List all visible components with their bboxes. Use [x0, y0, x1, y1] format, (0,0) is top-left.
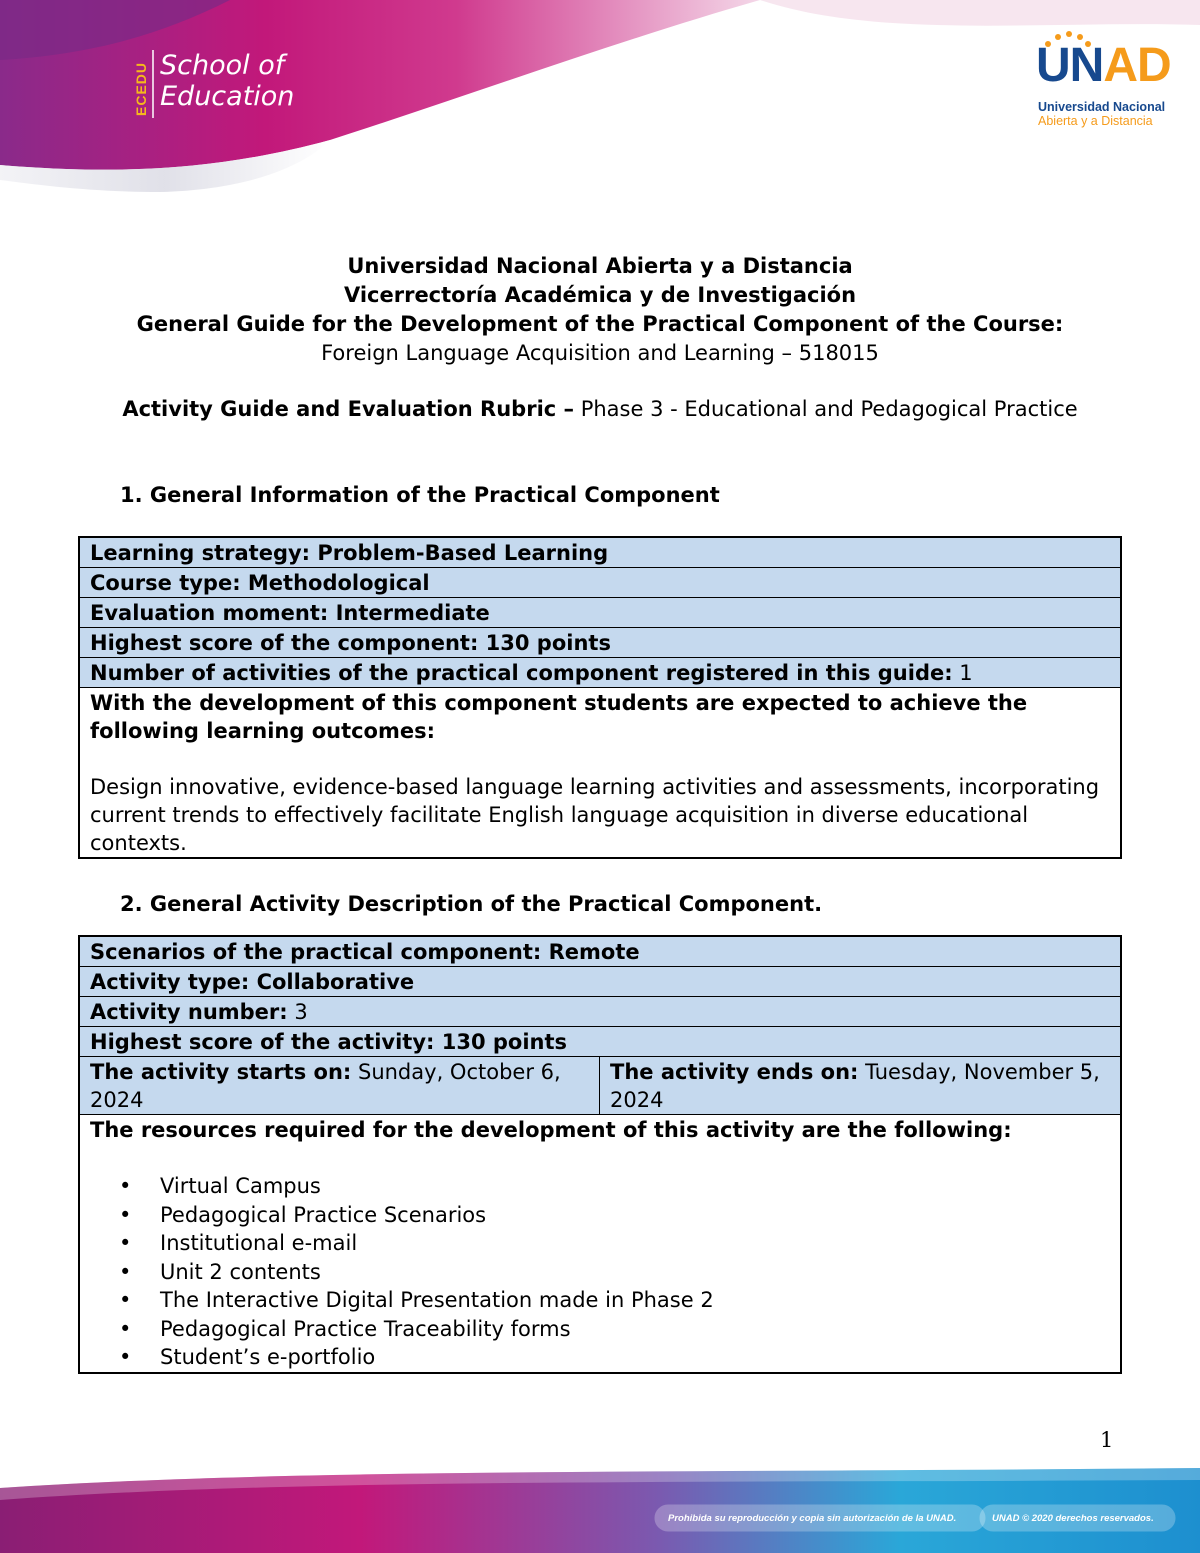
list-item: • The Interactive Digital Presentation made in Phase 2 — [160, 1286, 1110, 1315]
resources-list — [90, 1172, 1110, 1372]
section-2-heading: 2. General Activity Description of the Practical Component. — [120, 892, 823, 916]
row-number-of-activities — [80, 658, 1120, 688]
scenarios-text: Scenarios of the practical component: Remote — [90, 940, 640, 964]
row-highest-score-component — [80, 628, 1120, 658]
svg-text:ECEDU: ECEDU — [133, 61, 149, 116]
title-university: Universidad Nacional Abierta y a Distancia — [347, 254, 853, 278]
row-scenarios — [80, 937, 1120, 967]
course-type-text: Course type: Methodological — [90, 571, 430, 595]
number-of-activities-label: Number of activities of the practical component registered in this guide: — [90, 661, 953, 685]
evaluation-moment-text: Evaluation moment: Intermediate — [90, 601, 490, 625]
row-learning-outcomes — [80, 688, 1120, 857]
activity-start-value: Sunday, October 6, 2024 — [90, 1060, 561, 1112]
section-1-heading: 1. General Information of the Practical Component — [120, 483, 720, 507]
activity-end-label: The activity ends on: — [610, 1060, 859, 1084]
title-course: Foreign Language Acquisition and Learning – 518015 — [321, 341, 879, 365]
activity-start-label: The activity starts on: — [90, 1060, 352, 1084]
highest-score-component-text: Highest score of the component: 130 points — [90, 631, 611, 655]
list-item: • Student’s e-portfolio — [160, 1343, 1110, 1372]
unad-wordmark — [1036, 38, 1171, 94]
school-of-education-logo — [160, 50, 294, 112]
activity-type-text: Activity type: Collaborative — [90, 970, 415, 994]
ecedu-vertical-label — [132, 50, 154, 118]
row-course-type — [80, 568, 1120, 598]
page-number: 1 — [1100, 1428, 1114, 1452]
row-activity-dates — [80, 1057, 1120, 1115]
unad-subtitle-1: Universidad Nacional — [1038, 100, 1166, 114]
row-evaluation-moment — [80, 598, 1120, 628]
title-general-guide: General Guide for the Development of the Practical Component of the Course: — [136, 312, 1064, 336]
learning-outcomes-text: Design innovative, evidence-based language learning activities and assessments, incorporating current trends to effectively facilitate English language acquisition in diverse educational contexts. — [90, 775, 1100, 855]
footer-copyright: UNAD © 2020 derechos reservados. — [992, 1513, 1154, 1524]
list-item: • Unit 2 contents — [160, 1258, 1110, 1287]
activity-description-table — [78, 935, 1122, 1374]
activity-end-cell — [600, 1057, 1120, 1114]
row-learning-strategy — [80, 538, 1120, 568]
row-highest-score-activity — [80, 1027, 1120, 1057]
title-vicerrectoria: Vicerrectoría Académica y de Investigación — [343, 283, 857, 307]
list-item: • Virtual Campus — [160, 1172, 1110, 1201]
row-resources — [80, 1115, 1120, 1372]
activity-guide-title — [100, 394, 1100, 424]
activity-guide-label: Activity Guide and Evaluation Rubric – — [122, 397, 575, 421]
school-line-1: School of — [160, 50, 285, 81]
row-activity-number — [80, 997, 1120, 1027]
highest-score-activity-text: Highest score of the activity: 130 points — [90, 1030, 568, 1054]
unad-subtitle-2: Abierta y a Distancia — [1038, 114, 1153, 128]
resources-heading: The resources required for the development of this activity are the following: — [90, 1118, 1012, 1142]
list-item: • Institutional e-mail — [160, 1229, 1110, 1258]
activity-number-value: 3 — [287, 1000, 308, 1024]
list-item: • Pedagogical Practice Traceability forms — [160, 1315, 1110, 1344]
footer-banner — [0, 1468, 1200, 1553]
learning-strategy-text: Learning strategy: Problem-Based Learning — [90, 541, 609, 565]
school-line-2: Education — [160, 81, 295, 112]
general-information-table — [78, 536, 1122, 859]
learning-outcomes-heading: With the development of this component students are expected to achieve the following learning outcomes: — [90, 691, 1028, 743]
activity-number-label: Activity number: — [90, 1000, 288, 1024]
number-of-activities-value: 1 — [952, 661, 973, 685]
activity-guide-value: Phase 3 - Educational and Pedagogical Practice — [574, 397, 1078, 421]
footer-notice: Prohibida su reproducción y copia sin autorización de la UNAD. — [668, 1513, 957, 1524]
activity-end-value: Tuesday, November 5, 2024 — [610, 1060, 1100, 1112]
unad-ad: AD — [1103, 39, 1171, 92]
activity-start-cell — [80, 1057, 600, 1114]
document-title — [60, 252, 1140, 368]
list-item: • Pedagogical Practice Scenarios — [160, 1201, 1110, 1230]
unad-un: UN — [1036, 39, 1104, 92]
row-activity-type — [80, 967, 1120, 997]
